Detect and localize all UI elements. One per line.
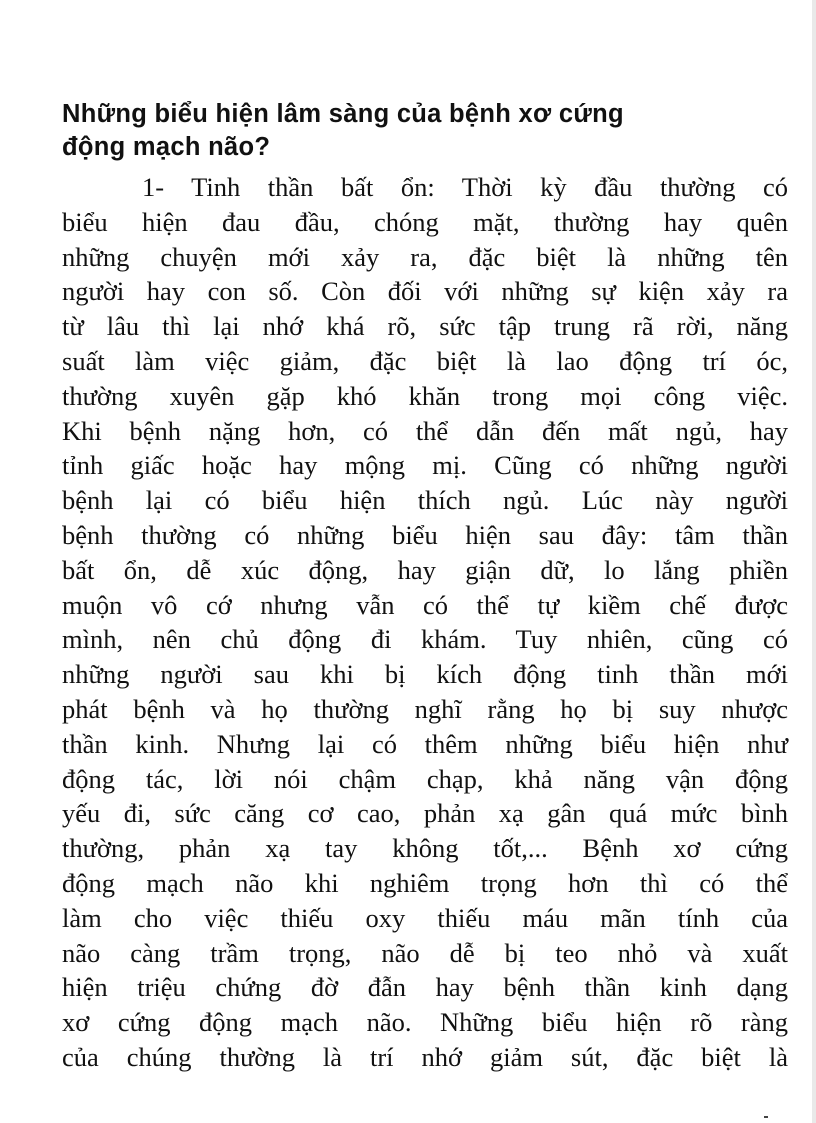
heading-line: Những biểu hiện lâm sàng của bệnh xơ cứng [62,100,624,128]
paragraph-line: từ lâu thì lại nhớ khá rõ, sức tập trung rã rời, năng [62,311,788,342]
paragraph-line: suất làm việc giảm, đặc biệt là lao động trí óc, [62,345,788,376]
paragraph-line: của chúng thường là trí nhớ giảm sút, đặc biệt là [62,1041,788,1072]
paragraph-line: não càng trầm trọng, não dễ bị teo nhỏ và xuất [62,937,788,968]
paragraph-line: mình, nên chủ động đi khám. Tuy nhiên, cũng có [62,624,788,655]
heading-line: động mạch não? [62,133,271,161]
paragraph-line: muộn vô cớ nhưng vẫn có thể tự kiềm chế được [62,589,788,620]
paragraph-line: người hay con số. Còn đối với những sự kiện xảy ra [62,276,788,307]
document-page [62,98,788,1075]
paragraph-line: thường xuyên gặp khó khăn trong mọi công việc. [62,380,788,411]
paragraph-line: hiện triệu chứng đờ đẫn hay bệnh thần kinh dạng [62,972,788,1003]
paragraph-line: xơ cứng động mạch não. Những biểu hiện rõ ràng [62,1007,788,1038]
paragraph-line: tỉnh giấc hoặc hay mộng mị. Cũng có những người [62,450,788,481]
paragraph-line: những người sau khi bị kích động tinh thần mới [62,659,788,690]
scan-speck [764,1116,768,1118]
paragraph-line: yếu đi, sức căng cơ cao, phản xạ gân quá mức bình [62,798,788,829]
scan-edge [812,0,816,1123]
paragraph-line: biểu hiện đau đầu, chóng mặt, thường hay quên [62,206,788,237]
paragraph-line: 1- Tinh thần bất ổn: Thời kỳ đầu thường có [142,172,788,202]
paragraph-line: bất ổn, dễ xúc động, hay giận dữ, lo lắng phiền [62,554,788,585]
paragraph-line: làm cho việc thiếu oxy thiếu máu mãn tính của [62,902,788,933]
paragraph-line: thần kinh. Nhưng lại có thêm những biểu hiện như [62,728,788,759]
paragraph-line: Khi bệnh nặng hơn, có thể dẫn đến mất ngủ, hay [62,415,788,446]
paragraph-line: phát bệnh và họ thường nghĩ rằng họ bị suy nhược [62,693,788,724]
paragraph-line: bệnh thường có những biểu hiện sau đây: tâm thần [62,519,788,550]
paragraph-line: bệnh lại có biểu hiện thích ngủ. Lúc này người [62,485,788,516]
paragraph-line: động mạch não khi nghiêm trọng hơn thì có thể [62,867,788,898]
body-paragraph [62,170,788,1075]
paragraph-line: động tác, lời nói chậm chạp, khả năng vận động [62,763,788,794]
section-heading [62,98,788,164]
paragraph-line: thường, phản xạ tay không tốt,... Bệnh xơ cứng [62,833,788,864]
paragraph-line: những chuyện mới xảy ra, đặc biệt là những tên [62,241,788,272]
